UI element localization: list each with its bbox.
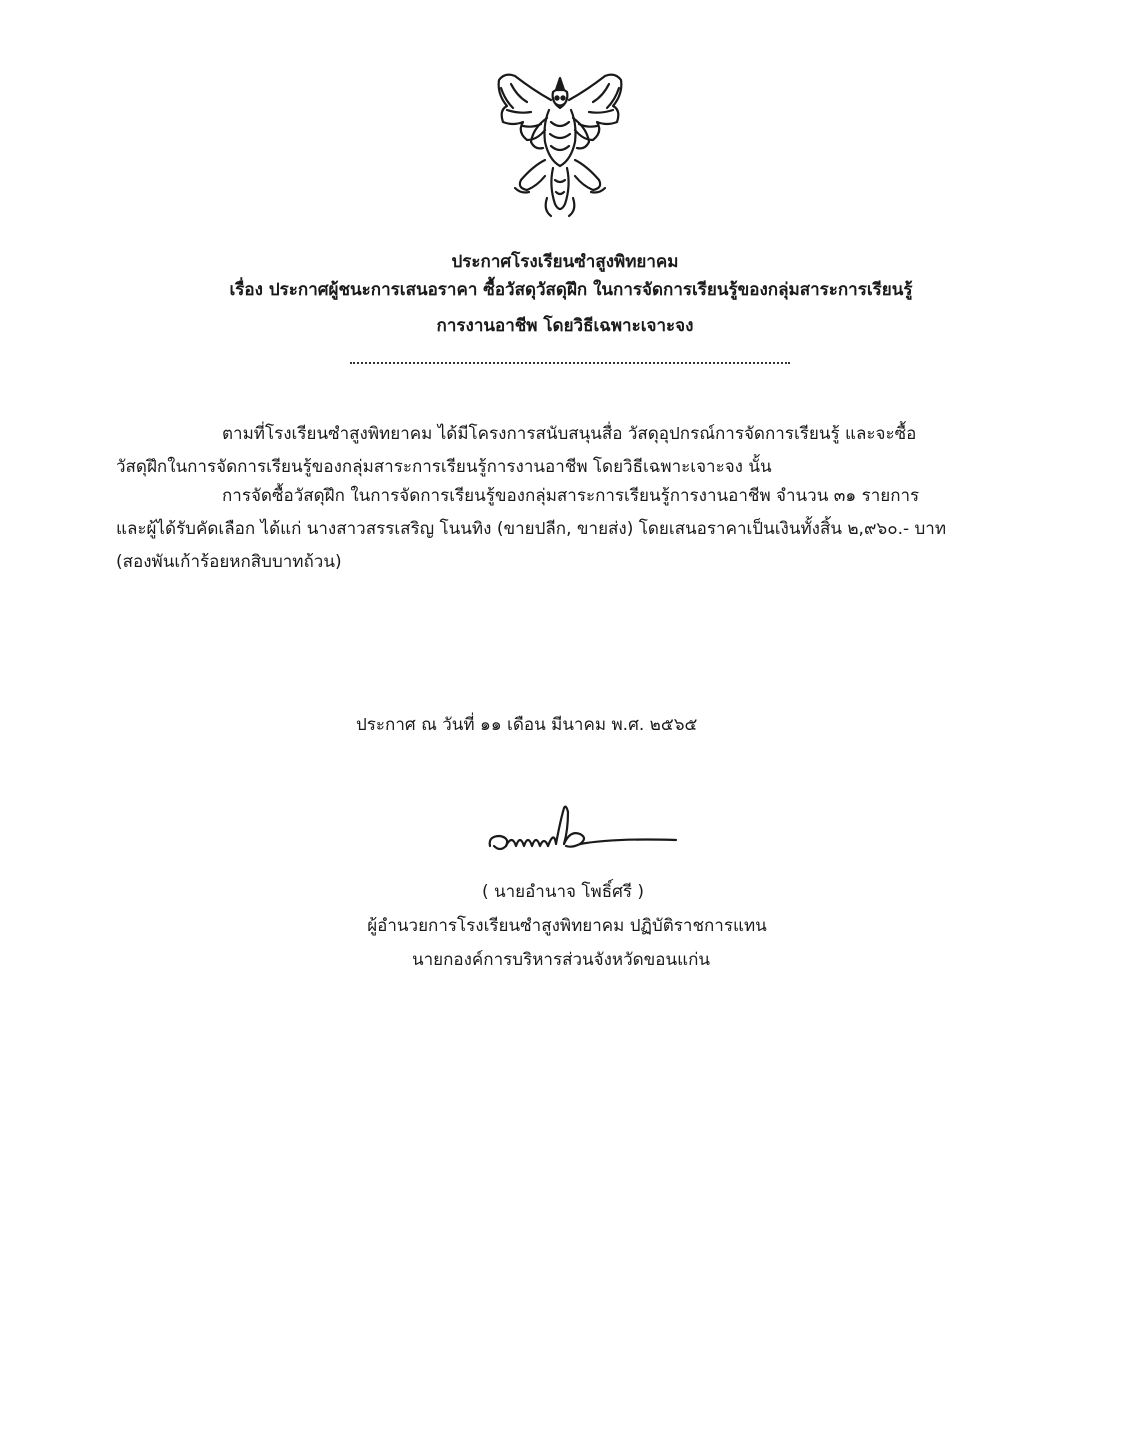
paragraph-2-line-1: การจัดซื้อวัสดุฝึก ในการจัดการเรียนรู้ของกลุ่มสาระการเรียนรู้การงานอาชีพ จำนวน ๓๑ รายการ: [222, 486, 920, 506]
paragraph-1-line-1: ตามที่โรงเรียนซำสูงพิทยาคม ได้มีโครงการสนับสนุนสื่อ วัสดุอุปกรณ์การจัดการเรียนรู้ และจะซื้อ: [222, 424, 917, 444]
signatory-position-1: ผู้อำนวยการโรงเรียนซำสูงพิทยาคม ปฏิบัติราชการแทน: [367, 916, 767, 936]
handwritten-signature: [484, 800, 680, 864]
signatory-name: ( นายอำนาจ โพธิ์ศรี ): [481, 882, 645, 902]
separator-rule: [350, 362, 790, 364]
paragraph-1-line-2: วัสดุฝึกในการจัดการเรียนรู้ของกลุ่มสาระการเรียนรู้การงานอาชีพ โดยวิธีเฉพาะเจาะจง นั้น: [116, 457, 772, 477]
signatory-position-2: นายกองค์การบริหารส่วนจังหวัดขอนแก่น: [412, 950, 710, 970]
paragraph-2-line-2: และผู้ได้รับคัดเลือก ได้แก่ นางสาวสรรเสริญ โนนทิง (ขายปลีก, ขายส่ง) โดยเสนอราคาเป็นเงินทั้งสิ้น ๒,๙๖๐.- บาท: [116, 519, 947, 539]
issuer-title: ประกาศโรงเรียนซำสูงพิทยาคม: [451, 252, 679, 272]
garuda-emblem-icon: [493, 70, 627, 220]
subject-line-2: การงานอาชีพ โดยวิธีเฉพาะเจาะจง: [436, 316, 694, 336]
paragraph-2-line-3: (สองพันเก้าร้อยหกสิบบาทถ้วน): [116, 552, 342, 572]
subject-line-1: เรื่อง ประกาศผู้ชนะการเสนอราคา ซื้อวัสดุวัสดุฝึก ในการจัดการเรียนรู้ของกลุ่มสาระการเรียนรู้: [229, 280, 913, 300]
announcement-date: ประกาศ ณ วันที่ ๑๑ เดือน มีนาคม พ.ศ. ๒๕๖๕: [356, 715, 698, 735]
